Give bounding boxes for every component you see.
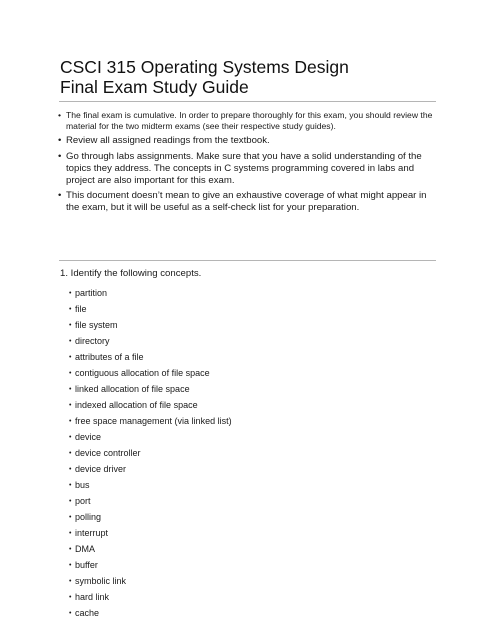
intro-bullet-text: The final exam is cumulative. In order to prepare thoroughly for this exam, you should review the material for the two midterm exams (see their respective study guides). [66,110,433,131]
concept-text: partition [75,288,108,298]
bullet-icon: • [69,594,72,601]
bullet-icon: • [69,306,72,313]
concept-item [69,557,232,573]
concept-item [69,525,232,541]
concept-text: hard link [75,592,110,602]
bullet-icon: • [69,466,72,473]
bullet-icon: • [69,498,72,505]
bullet-icon: • [58,150,62,162]
bullet-icon: • [69,370,72,377]
bullet-icon: • [69,546,72,553]
concept-item [69,509,232,525]
concept-text: contiguous allocation of file space [75,368,210,378]
bullet-icon: • [69,514,72,521]
concept-text: port [75,496,91,506]
concept-list [69,285,232,621]
bullet-icon: • [58,135,62,147]
concept-item [69,301,232,317]
bullet-icon: • [69,450,72,457]
bullet-icon: • [69,290,72,297]
concept-text: device [75,432,102,442]
title-document: Final Exam Study Guide [60,77,249,97]
top-divider [59,101,436,102]
bullet-icon: • [69,354,72,361]
bullet-icon: • [69,434,72,441]
concept-item [69,477,232,493]
concept-item [69,589,232,605]
intro-bullet-text: Go through labs assignments. Make sure that you have a solid understanding of the topics they address. The concepts in C systems programming covered in labs and project are also important for this exam. [66,150,422,186]
bullet-icon: • [69,418,72,425]
bullet-icon: • [69,610,72,617]
bullet-icon: • [69,530,72,537]
title-course: CSCI 315 Operating Systems Design [60,57,349,77]
concept-text: interrupt [75,528,109,538]
concept-text: linked allocation of file space [75,384,190,394]
concept-item [69,461,232,477]
concept-item [69,413,232,429]
concept-text: symbolic link [75,576,127,586]
concept-item [69,573,232,589]
section-heading: 1. Identify the following concepts. [60,268,202,279]
intro-bullet-item [58,135,438,147]
concept-text: indexed allocation of file space [75,400,198,410]
bullet-icon: • [69,562,72,569]
intro-bullet-item [58,110,438,131]
bullet-icon: • [69,402,72,409]
intro-bullet-item [58,190,438,214]
concept-item [69,605,232,621]
concept-text: buffer [75,560,98,570]
page-title [60,57,460,97]
concept-text: attributes of a file [75,352,144,362]
concept-text: DMA [75,544,95,554]
bullet-icon: • [69,482,72,489]
concept-item [69,317,232,333]
concept-item [69,397,232,413]
concept-item [69,445,232,461]
concept-item [69,381,232,397]
concept-text: device controller [75,448,141,458]
concept-text: directory [75,336,110,346]
intro-bullet-text: This document doesn’t mean to give an exhaustive coverage of what might appear in the exam, but it will be useful as a self-check list for your preparation. [66,190,427,214]
concept-text: cache [75,608,100,618]
intro-bullet-text: Review all assigned readings from the textbook. [66,135,270,147]
bullet-icon: • [69,578,72,585]
section-divider [59,260,436,261]
intro-bullet-list [58,110,438,214]
concept-text: polling [75,512,102,522]
bullet-icon: • [69,338,72,345]
intro-bullet-item [58,151,438,186]
concept-text: file system [75,320,118,330]
concept-text: bus [75,480,90,490]
concept-item [69,541,232,557]
bullet-icon: • [69,386,72,393]
concept-text: free space management (via linked list) [75,416,232,426]
bullet-icon: • [69,322,72,329]
concept-text: device driver [75,464,127,474]
concept-item [69,365,232,381]
concept-item [69,349,232,365]
bullet-icon: • [58,110,62,120]
bullet-icon: • [58,190,62,202]
concept-text: file [75,304,87,314]
concept-item [69,285,232,301]
concept-item [69,493,232,509]
concept-item [69,333,232,349]
concept-item [69,429,232,445]
